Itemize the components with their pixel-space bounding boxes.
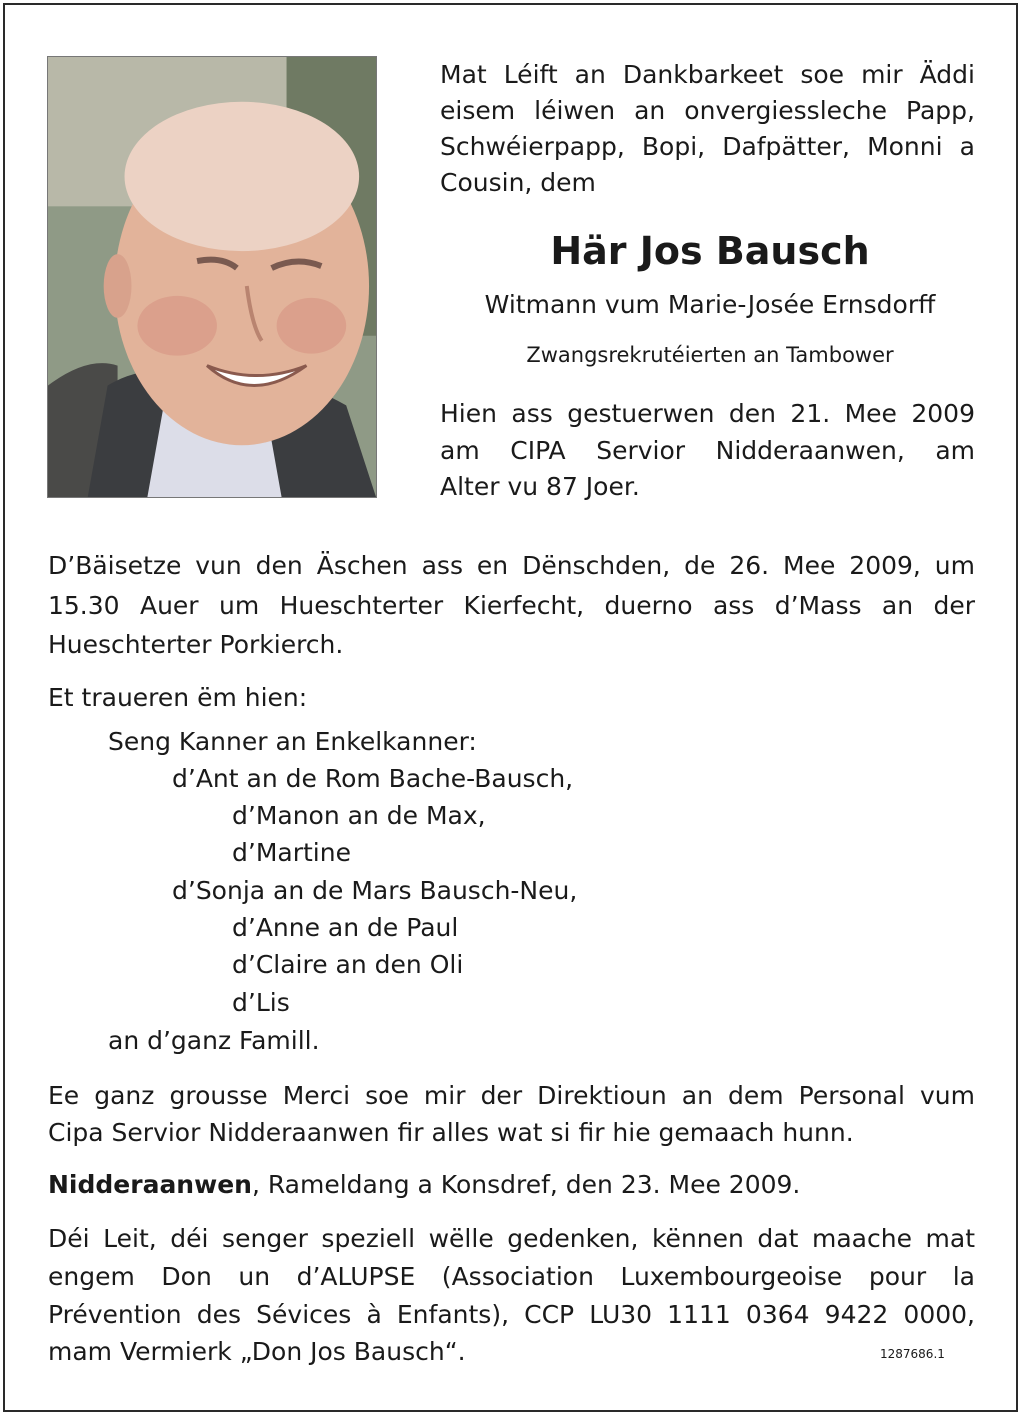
death-line-3: Alter vu 87 Joer. [440,472,640,501]
intro-line-3: Schwéierpapp, Bopi, Dafpätter, Monni a [440,132,975,161]
portrait-photo [47,56,377,498]
deceased-name: Här Jos Bausch [550,229,870,273]
intro-line-1: Mat Léift an Dankbarkeet soe mir Äddi [440,60,975,89]
intro-line-2: eisem léiwen an onvergiessleche Papp, [440,96,975,125]
place-date-line [48,1170,800,1200]
donation-line-4: mam Vermierk „Don Jos Bausch“. [48,1337,466,1366]
death-line-2: am CIPA Servior Nidderaanwen, am [440,436,975,465]
mourners-header: Seng Kanner an Enkelkanner: [108,727,477,756]
family2-parents: d’Sonja an de Mars Bausch-Neu, [172,876,578,905]
intro-line-4: Cousin, dem [440,168,596,197]
family1-child-2: d’Martine [232,838,351,867]
place-name: Nidderaanwen [48,1170,252,1199]
family2-child-2: d’Claire an den Oli [232,950,464,979]
funeral-line-3: Hueschterter Porkierch. [48,630,344,659]
mourners-closing: an d’ganz Famill. [108,1026,320,1055]
reference-number: 1287686.1 [880,1347,945,1361]
donation-line-1: Déi Leit, déi senger speziell wëlle gedenken, kënnen dat maache mat [48,1224,975,1253]
death-line-1: Hien ass gestuerwen den 21. Mee 2009 [440,399,975,428]
deceased-note: Zwangsrekrutéierten an Tambower [526,343,894,367]
thanks-line-2: Cipa Servior Nidderaanwen fir alles wat si fir hie gemaach hunn. [48,1118,854,1147]
family1-child-1: d’Manon an de Max, [232,801,486,830]
funeral-line-1: D’Bäisetze vun den Äschen ass en Dënschden, de 26. Mee 2009, um [48,551,975,580]
family2-child-3: d’Lis [232,988,290,1017]
family1-parents: d’Ant an de Rom Bache-Bausch, [172,764,574,793]
place-date-rest: , Rameldang a Konsdref, den 23. Mee 2009. [251,1170,801,1199]
thanks-line-1: Ee ganz grousse Merci soe mir der Direktioun an dem Personal vum [48,1081,975,1110]
donation-line-2: engem Don un d’ALUPSE (Association Luxembourgeoise pour la [48,1262,975,1291]
donation-line-3: Prévention des Sévices à Enfants), CCP LU30 1111 0364 9422 0000, [48,1300,975,1329]
family2-child-1: d’Anne an de Paul [232,913,459,942]
funeral-line-2: 15.30 Auer um Hueschterter Kierfecht, duerno ass d’Mass an der [48,591,975,620]
mourners-intro: Et traueren ëm hien: [48,683,308,712]
widower-line: Witmann vum Marie-Josée Ernsdorff [484,290,936,319]
